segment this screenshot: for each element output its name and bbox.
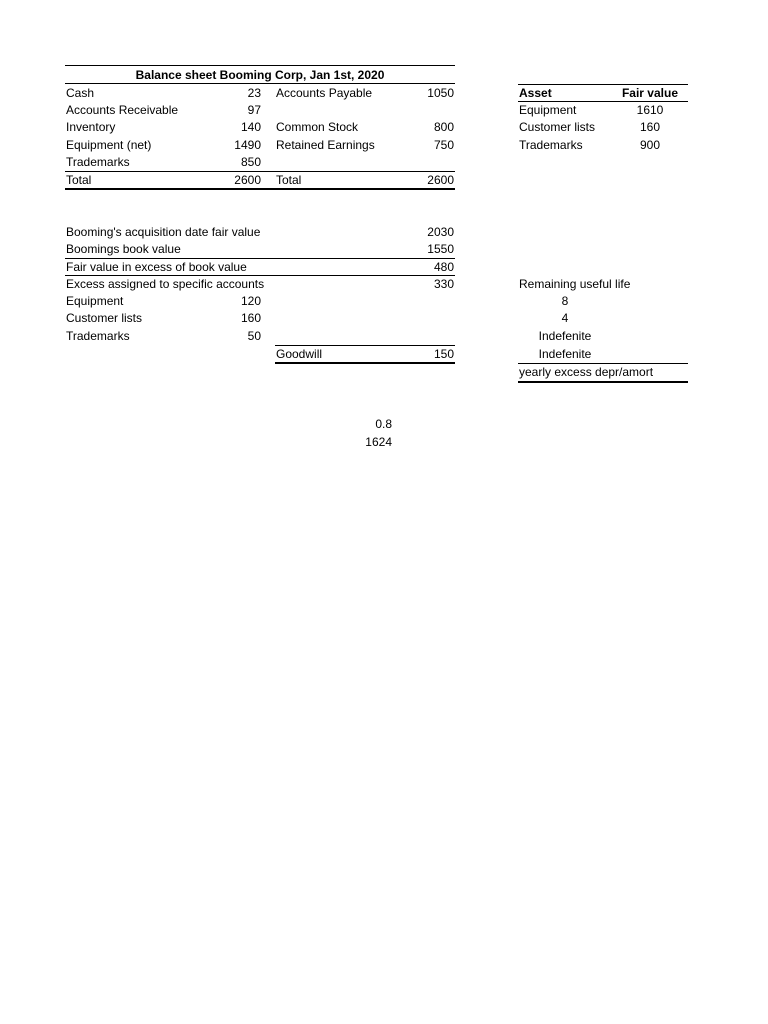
asset-value-trademarks: 850 bbox=[240, 155, 261, 169]
useful-life-customer-lists: 4 bbox=[561, 311, 569, 325]
asset-label-cash: Cash bbox=[66, 86, 95, 100]
fair-value-header-asset: Asset bbox=[519, 86, 552, 100]
balance-sheet-title-rule bbox=[65, 83, 455, 84]
allocation-value-customer-lists: 160 bbox=[240, 311, 261, 325]
allocation-value-equipment: 120 bbox=[240, 294, 261, 308]
total-liabilities-label: Total bbox=[276, 173, 302, 187]
goodwill-value: 150 bbox=[433, 347, 454, 361]
assigned-value: 330 bbox=[433, 277, 454, 291]
fair-value-value-trademarks: 900 bbox=[639, 138, 661, 152]
useful-life-trademarks: Indefenite bbox=[538, 329, 592, 343]
balance-sheet-top-rule bbox=[65, 65, 455, 66]
fair-value-asset-equipment: Equipment bbox=[519, 103, 577, 117]
useful-life-bottom-rule bbox=[518, 381, 688, 383]
misc-value-total: 1624 bbox=[365, 435, 392, 449]
acq-fair-value-value: 2030 bbox=[427, 225, 454, 239]
allocation-label-equipment: Equipment bbox=[66, 294, 124, 308]
liability-value-retained-earnings: 750 bbox=[433, 138, 454, 152]
balance-sheet-bottom-rule bbox=[65, 188, 455, 190]
liability-value-accounts-payable: 1050 bbox=[427, 86, 454, 100]
asset-value-equipment-net: 1490 bbox=[234, 138, 261, 152]
asset-value-cash: 23 bbox=[247, 86, 261, 100]
liability-label-retained-earnings: Retained Earnings bbox=[276, 138, 375, 152]
useful-life-goodwill: Indefenite bbox=[538, 347, 592, 361]
balance-sheet-title: Balance sheet Booming Corp, Jan 1st, 2020 bbox=[135, 68, 385, 82]
acq-fair-value-label: Booming's acquisition date fair value bbox=[66, 225, 261, 239]
asset-label-equipment-net: Equipment (net) bbox=[66, 138, 152, 152]
fair-value-asset-trademarks: Trademarks bbox=[519, 138, 583, 152]
asset-value-accounts-receivable: 97 bbox=[247, 103, 261, 117]
asset-label-inventory: Inventory bbox=[66, 120, 116, 134]
book-value-label: Boomings book value bbox=[66, 242, 181, 256]
total-liabilities-value: 2600 bbox=[427, 173, 454, 187]
fair-value-value-customer-lists: 160 bbox=[639, 120, 661, 134]
useful-life-equipment: 8 bbox=[561, 294, 569, 308]
liability-label-common-stock: Common Stock bbox=[276, 120, 359, 134]
useful-life-header: Remaining useful life bbox=[519, 277, 631, 291]
liability-label-accounts-payable: Accounts Payable bbox=[276, 86, 373, 100]
assigned-label: Excess assigned to specific accounts bbox=[66, 277, 265, 291]
excess-value: 480 bbox=[433, 260, 454, 274]
book-value-value: 1550 bbox=[427, 242, 454, 256]
misc-value-ratio: 0.8 bbox=[375, 417, 392, 431]
allocation-label-customer-lists: Customer lists bbox=[66, 311, 143, 325]
excess-label: Fair value in excess of book value bbox=[66, 260, 247, 274]
liability-value-common-stock: 800 bbox=[433, 120, 454, 134]
total-assets-value: 2600 bbox=[234, 173, 261, 187]
yearly-excess-label: yearly excess depr/amort bbox=[519, 365, 654, 379]
goodwill-bottom-rule bbox=[275, 362, 455, 364]
fair-value-header-value: Fair value bbox=[621, 86, 678, 100]
asset-label-accounts-receivable: Accounts Receivable bbox=[66, 103, 179, 117]
allocation-label-trademarks: Trademarks bbox=[66, 329, 130, 343]
fair-value-value-equipment: 1610 bbox=[636, 103, 664, 117]
total-assets-label: Total bbox=[66, 173, 92, 187]
fair-value-asset-customer-lists: Customer lists bbox=[519, 120, 596, 134]
goodwill-label: Goodwill bbox=[276, 347, 323, 361]
asset-value-inventory: 140 bbox=[240, 120, 261, 134]
asset-label-trademarks: Trademarks bbox=[66, 155, 130, 169]
allocation-value-trademarks: 50 bbox=[247, 329, 261, 343]
